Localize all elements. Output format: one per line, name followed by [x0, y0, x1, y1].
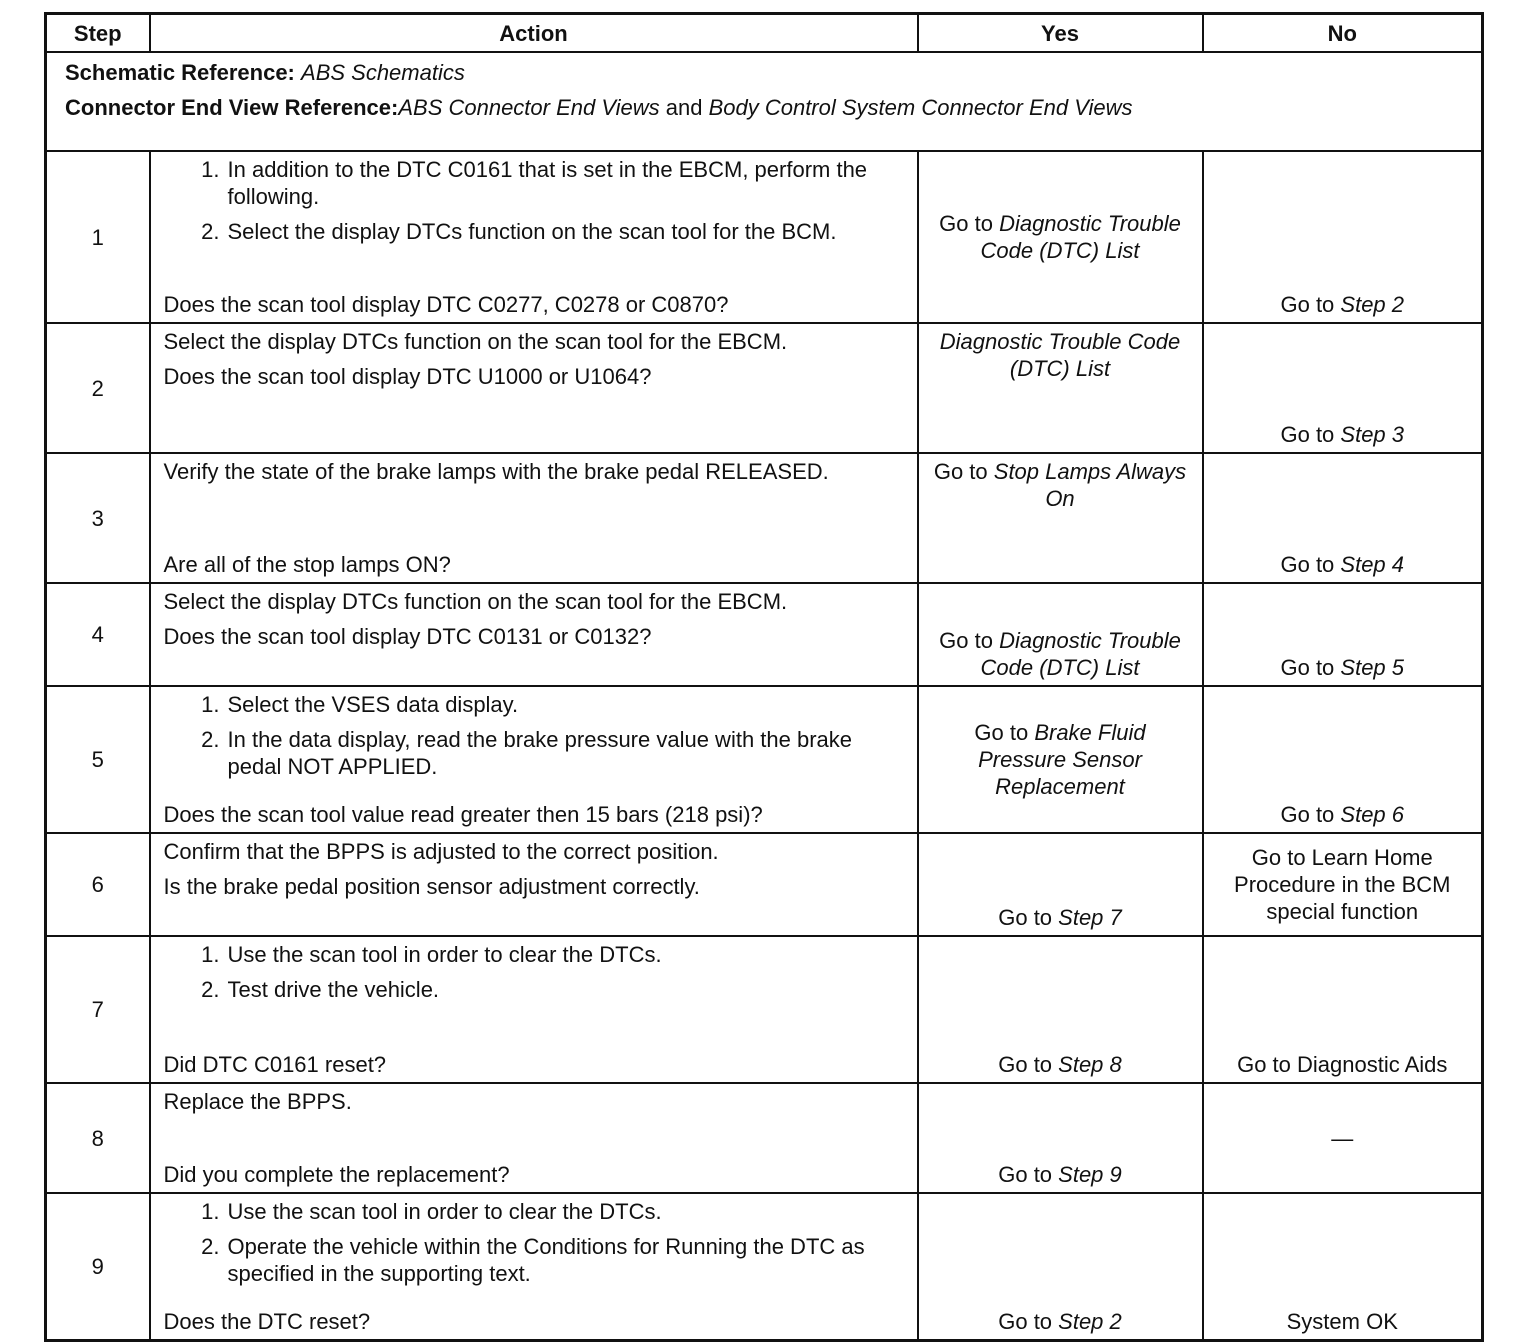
- action-steps-list: [164, 691, 905, 788]
- no-link[interactable]: Step 6: [1340, 802, 1405, 827]
- table-row: [46, 833, 1483, 936]
- action-content: [164, 1198, 905, 1335]
- table-row: [46, 323, 1483, 453]
- action-step-text: Use the scan tool in order to clear the DTCs.: [227, 1199, 662, 1224]
- action-content: [164, 156, 905, 318]
- connector-reference: [65, 94, 1463, 121]
- action-step-item: [164, 691, 905, 718]
- yes-cell: [918, 1193, 1203, 1341]
- no-link[interactable]: Step 4: [1340, 552, 1405, 577]
- action-question: Did you complete the replacement?: [163, 1162, 510, 1187]
- no-cell: [1203, 686, 1483, 833]
- action-text: Confirm that the BPPS is adjusted to the correct position.: [163, 839, 719, 864]
- yes-prefix: Go to: [998, 1052, 1059, 1077]
- no-cell: [1203, 1193, 1483, 1341]
- no-link[interactable]: Step 2: [1340, 292, 1405, 317]
- yes-cell: [918, 323, 1203, 453]
- action-content: [164, 328, 905, 448]
- yes-cell: [918, 151, 1203, 323]
- action-cell: [150, 936, 918, 1083]
- table-row: [46, 686, 1483, 833]
- step-number: 4: [46, 583, 150, 686]
- yes-link[interactable]: Step 2: [1058, 1309, 1122, 1334]
- yes-prefix: Go to: [998, 1309, 1059, 1334]
- header-step: Step: [46, 14, 150, 53]
- action-content: [164, 588, 905, 681]
- no-prefix: Go to: [1280, 655, 1341, 680]
- yes-link[interactable]: Stop Lamps Always On: [993, 459, 1187, 511]
- action-step-text: In addition to the DTC C0161 that is set in the EBCM, perform the following.: [227, 157, 868, 209]
- action-cell: [150, 453, 918, 583]
- no-cell: [1203, 1083, 1483, 1193]
- action-question: Does the scan tool display DTC U1000 or U1064?: [163, 364, 652, 389]
- action-step-item: [164, 156, 905, 210]
- connector-and: and: [659, 95, 709, 120]
- header-yes: Yes: [918, 14, 1203, 53]
- step-number: 6: [46, 833, 150, 936]
- action-text: Select the display DTCs function on the scan tool for the EBCM.: [163, 589, 788, 614]
- action-steps-list: [164, 941, 905, 1011]
- action-step-item: [164, 976, 905, 1003]
- action-step-number: 2.: [201, 1234, 220, 1259]
- action-step-item: [164, 726, 905, 780]
- no-link[interactable]: Step 5: [1340, 655, 1405, 680]
- no-prefix: Go to: [1280, 802, 1341, 827]
- no-prefix: Go to: [1280, 292, 1341, 317]
- action-step-number: 1.: [201, 692, 220, 717]
- yes-prefix: Go to: [998, 1162, 1059, 1187]
- schematic-reference: [65, 59, 1463, 86]
- action-step-text: In the data display, read the brake pressure value with the brake pedal NOT APPLIED.: [227, 727, 853, 779]
- action-cell: [150, 833, 918, 936]
- connector-label: Connector End View Reference:: [65, 95, 399, 120]
- action-step-item: [164, 1198, 905, 1225]
- table-row: [46, 1193, 1483, 1341]
- header-row: [46, 14, 1483, 53]
- yes-cell: [918, 686, 1203, 833]
- action-step-number: 2.: [201, 977, 220, 1002]
- yes-prefix: Go to: [939, 628, 1000, 653]
- yes-prefix: Go to: [998, 905, 1059, 930]
- action-question: Are all of the stop lamps ON?: [163, 552, 451, 577]
- action-step-item: [164, 218, 905, 245]
- step-number: 1: [46, 151, 150, 323]
- action-cell: [150, 686, 918, 833]
- step-number: 9: [46, 1193, 150, 1341]
- action-text: Select the display DTCs function on the scan tool for the EBCM.: [163, 329, 788, 354]
- action-cell: [150, 583, 918, 686]
- schematic-link[interactable]: ABS Schematics: [301, 60, 465, 85]
- yes-link[interactable]: Step 8: [1058, 1052, 1122, 1077]
- step-number: 3: [46, 453, 150, 583]
- yes-link[interactable]: Diagnostic Trouble Code (DTC) List: [980, 628, 1181, 680]
- action-content: [164, 458, 905, 578]
- action-steps-list: [164, 1198, 905, 1295]
- yes-cell: [918, 583, 1203, 686]
- step-number: 2: [46, 323, 150, 453]
- no-cell: [1203, 583, 1483, 686]
- no-text: Go to Diagnostic Aids: [1237, 1052, 1448, 1077]
- no-link[interactable]: Step 3: [1340, 422, 1405, 447]
- action-step-number: 1.: [201, 942, 220, 967]
- action-cell: [150, 1083, 918, 1193]
- no-cell: [1203, 151, 1483, 323]
- action-step-text: Operate the vehicle within the Conditions for Running the DTC as specified in the supporting text.: [227, 1234, 865, 1286]
- yes-prefix: Go to: [974, 720, 1035, 745]
- table-row: [46, 936, 1483, 1083]
- action-question: Is the brake pedal position sensor adjustment correctly.: [163, 874, 700, 899]
- action-steps-list: [164, 156, 905, 253]
- action-step-item: [164, 1233, 905, 1287]
- action-step-item: [164, 941, 905, 968]
- table-row: [46, 453, 1483, 583]
- yes-cell: [918, 833, 1203, 936]
- table-row: [46, 583, 1483, 686]
- header-no: No: [1203, 14, 1483, 53]
- action-step-text: Test drive the vehicle.: [227, 977, 440, 1002]
- action-step-number: 2.: [201, 727, 220, 752]
- table-row: [46, 1083, 1483, 1193]
- action-question: Does the scan tool value read greater then 15 bars (218 psi)?: [163, 802, 763, 827]
- yes-link[interactable]: Step 7: [1058, 905, 1122, 930]
- action-step-number: 2.: [201, 219, 220, 244]
- action-text: Verify the state of the brake lamps with the brake pedal RELEASED.: [163, 459, 829, 484]
- schematic-label: Schematic Reference:: [65, 60, 295, 85]
- action-step-text: Use the scan tool in order to clear the DTCs.: [227, 942, 662, 967]
- action-step-number: 1.: [201, 157, 220, 182]
- action-content: [164, 941, 905, 1078]
- action-text: Replace the BPPS.: [163, 1089, 352, 1114]
- yes-cell: [918, 936, 1203, 1083]
- step-number: 8: [46, 1083, 150, 1193]
- no-prefix: Go to: [1280, 422, 1341, 447]
- connector-link-body[interactable]: Body Control System Connector End Views: [708, 95, 1133, 120]
- action-step-text: Select the VSES data display.: [227, 692, 519, 717]
- action-cell: [150, 151, 918, 323]
- action-question: Does the scan tool display DTC C0277, C0278 or C0870?: [163, 292, 729, 317]
- action-question: Does the scan tool display DTC C0131 or C0132?: [163, 624, 652, 649]
- no-text: —: [1331, 1125, 1354, 1151]
- no-cell: [1203, 936, 1483, 1083]
- action-content: [164, 838, 905, 931]
- connector-link-abs[interactable]: ABS Connector End Views: [398, 95, 660, 120]
- diagnostic-table: [44, 12, 1484, 1342]
- no-text: Go to Learn Home Procedure in the BCM special function: [1234, 845, 1451, 924]
- action-question: Does the DTC reset?: [163, 1309, 371, 1334]
- header-action: Action: [150, 14, 918, 53]
- yes-prefix: Go to: [939, 211, 1000, 236]
- reference-cell: [46, 52, 1483, 151]
- action-cell: [150, 323, 918, 453]
- no-text: System OK: [1286, 1309, 1398, 1334]
- yes-prefix: Go to: [933, 459, 994, 484]
- action-content: [164, 691, 905, 828]
- action-question: Did DTC C0161 reset?: [163, 1052, 387, 1077]
- no-cell: [1203, 453, 1483, 583]
- action-cell: [150, 1193, 918, 1341]
- table-row: [46, 151, 1483, 323]
- step-number: 5: [46, 686, 150, 833]
- yes-link[interactable]: Diagnostic Trouble Code (DTC) List: [980, 211, 1181, 263]
- no-cell: [1203, 323, 1483, 453]
- action-step-number: 1.: [201, 1199, 220, 1224]
- step-number: 7: [46, 936, 150, 1083]
- no-cell: [1203, 833, 1483, 936]
- no-prefix: Go to: [1280, 552, 1341, 577]
- reference-row: [46, 52, 1483, 151]
- yes-cell: [918, 453, 1203, 583]
- action-content: [164, 1088, 905, 1188]
- yes-link[interactable]: Diagnostic Trouble Code (DTC) List: [939, 329, 1181, 381]
- action-step-text: Select the display DTCs function on the scan tool for the BCM.: [227, 219, 837, 244]
- yes-link[interactable]: Brake Fluid Pressure Sensor Replacement: [978, 720, 1146, 799]
- yes-cell: [918, 1083, 1203, 1193]
- yes-link[interactable]: Step 9: [1058, 1162, 1122, 1187]
